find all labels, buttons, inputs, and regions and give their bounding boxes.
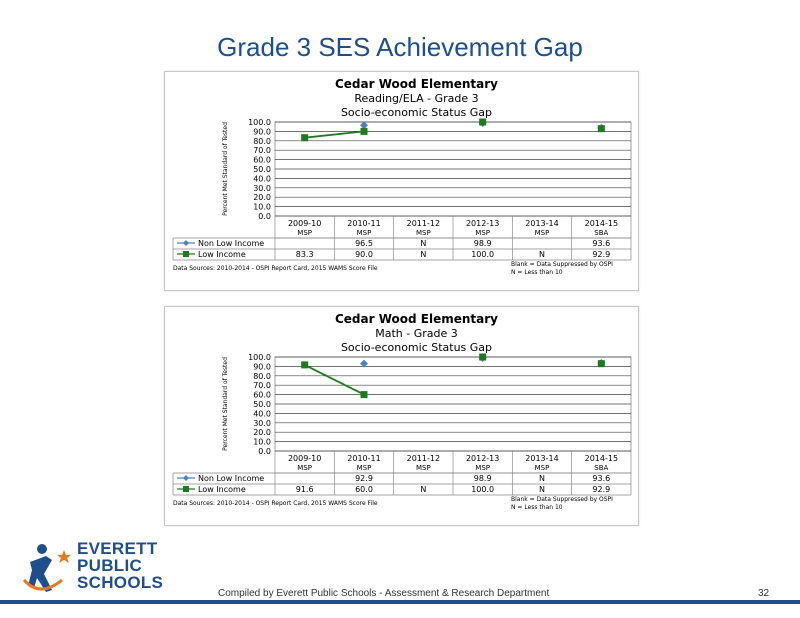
legend-marker <box>183 251 189 257</box>
data-point <box>479 119 486 126</box>
data-label: 91.6 <box>295 485 314 494</box>
legend-note: Blank = Data Suppressed by OSPI <box>511 261 613 268</box>
data-label: 90.0 <box>355 250 373 259</box>
x-tick-label: 2009-10 <box>287 219 322 228</box>
y-tick-label: 100.0 <box>248 353 271 362</box>
logo-text <box>77 540 163 591</box>
y-tick-label: 20.0 <box>253 193 271 203</box>
math-chart <box>164 306 639 526</box>
everett-public-schools-logo <box>22 540 167 602</box>
footer-text: Compiled by Everett Public Schools - Assessment & Research Department <box>218 588 550 599</box>
data-label: N <box>420 250 427 259</box>
logo-line-everett: EVERETT <box>77 539 158 558</box>
x-tick-test: MSP <box>415 229 431 237</box>
data-label: N <box>420 485 427 494</box>
x-tick-label: 2014-15 <box>584 454 619 463</box>
data-label: N <box>539 250 545 259</box>
data-label: 93.6 <box>592 239 611 248</box>
y-tick-label: 0.0 <box>258 212 271 221</box>
y-tick-label: 70.0 <box>253 381 271 391</box>
legend-marker <box>183 486 189 492</box>
data-label: 100.0 <box>471 485 495 494</box>
data-label: N <box>420 239 427 248</box>
x-tick-label: 2010-11 <box>347 454 381 463</box>
x-tick-label: 2010-11 <box>347 219 381 228</box>
chart-subtitle: Reading/ELA - Grade 3 <box>354 92 479 105</box>
data-label: 92.9 <box>355 474 373 483</box>
data-point <box>301 361 308 368</box>
x-tick-test: MSP <box>534 229 550 237</box>
y-tick-label: 0.0 <box>258 447 271 456</box>
y-tick-label: 60.0 <box>253 390 271 400</box>
x-tick-label: 2013-14 <box>525 454 559 463</box>
chart-subtitle: Socio-economic Status Gap <box>340 341 493 354</box>
data-label: 83.3 <box>295 250 314 259</box>
legend-label: Non Low Income <box>198 239 265 248</box>
x-tick-label: 2013-14 <box>525 219 559 228</box>
data-point <box>598 360 605 367</box>
y-tick-label: 20.0 <box>253 428 271 438</box>
data-label: 96.5 <box>355 239 373 248</box>
slide-title: Grade 3 SES Achievement Gap <box>217 32 583 62</box>
legend-note: N = Less than 10 <box>511 269 563 276</box>
data-label: N <box>539 485 545 494</box>
y-tick-label: 40.0 <box>253 174 271 184</box>
x-tick-label: 2011-12 <box>406 454 441 463</box>
x-tick-test: MSP <box>356 464 372 472</box>
logo-line-schools: SCHOOLS <box>77 573 164 592</box>
chart-subtitle: Socio-economic Status Gap <box>340 106 493 119</box>
logo-line-public: PUBLIC <box>77 556 143 575</box>
y-tick-label: 80.0 <box>253 136 271 146</box>
x-tick-label: 2014-15 <box>584 219 619 228</box>
chart-title: Cedar Wood Elementary <box>334 77 499 91</box>
data-label: 92.9 <box>592 485 611 494</box>
x-tick-test: MSP <box>297 464 313 472</box>
x-tick-test: MSP <box>475 229 491 237</box>
y-tick-label: 30.0 <box>253 418 271 428</box>
y-tick-label: 40.0 <box>253 409 271 419</box>
legend-note: Blank = Data Suppressed by OSPI <box>511 496 613 503</box>
chart-subtitle: Math - Grade 3 <box>375 327 458 340</box>
x-tick-test: MSP <box>356 229 372 237</box>
x-tick-test: SBA <box>594 229 609 237</box>
footer-rule <box>0 600 800 604</box>
legend-marker <box>183 475 189 481</box>
legend-marker <box>183 240 189 246</box>
chart-title: Cedar Wood Elementary <box>334 312 499 326</box>
x-tick-test: MSP <box>297 229 313 237</box>
y-tick-label: 30.0 <box>253 183 271 193</box>
y-tick-label: 80.0 <box>253 371 271 381</box>
data-label: 100.0 <box>471 250 495 259</box>
data-point <box>301 134 308 141</box>
x-tick-test: MSP <box>415 464 431 472</box>
data-label: 60.0 <box>355 485 373 494</box>
y-tick-label: 50.0 <box>253 165 271 174</box>
y-tick-label: 10.0 <box>253 202 271 212</box>
x-tick-label: 2012-13 <box>465 454 500 463</box>
y-tick-label: 50.0 <box>253 400 271 409</box>
legend-label: Low Income <box>198 250 246 259</box>
source-note: Data Sources: 2010-2014 - OSPI Report Card, 2015 WAMS Score File <box>173 500 378 507</box>
legend-label: Non Low Income <box>198 474 265 483</box>
page-number: 32 <box>758 588 770 599</box>
x-tick-label: 2012-13 <box>465 219 500 228</box>
data-point <box>479 354 486 361</box>
x-tick-label: 2011-12 <box>406 219 441 228</box>
data-label: 92.9 <box>592 250 611 259</box>
logo-figure-icon <box>22 540 77 600</box>
data-point <box>598 125 605 132</box>
y-tick-label: 90.0 <box>253 362 271 372</box>
x-tick-label: 2009-10 <box>287 454 322 463</box>
legend-label: Low Income <box>198 485 246 494</box>
data-label: 98.9 <box>473 474 492 483</box>
y-tick-label: 90.0 <box>253 127 271 137</box>
x-tick-test: MSP <box>475 464 491 472</box>
data-label: N <box>539 474 545 483</box>
data-point <box>361 128 368 135</box>
data-label: 93.6 <box>592 474 611 483</box>
chart-svg <box>165 307 638 525</box>
x-tick-test: SBA <box>594 464 609 472</box>
y-axis-label: Percent Met Standard of Tested <box>222 357 229 451</box>
data-label: 98.9 <box>473 239 492 248</box>
y-tick-label: 70.0 <box>253 146 271 156</box>
reading-chart <box>164 71 639 291</box>
legend-note: N = Less than 10 <box>511 504 563 511</box>
data-point <box>361 391 368 398</box>
x-tick-test: MSP <box>534 464 550 472</box>
source-note: Data Sources: 2010-2014 - OSPI Report Card, 2015 WAMS Score File <box>173 265 378 272</box>
chart-svg <box>165 72 638 290</box>
y-tick-label: 10.0 <box>253 437 271 447</box>
y-tick-label: 60.0 <box>253 155 271 165</box>
y-axis-label: Percent Met Standard of Tested <box>222 122 229 216</box>
y-tick-label: 100.0 <box>248 118 271 127</box>
